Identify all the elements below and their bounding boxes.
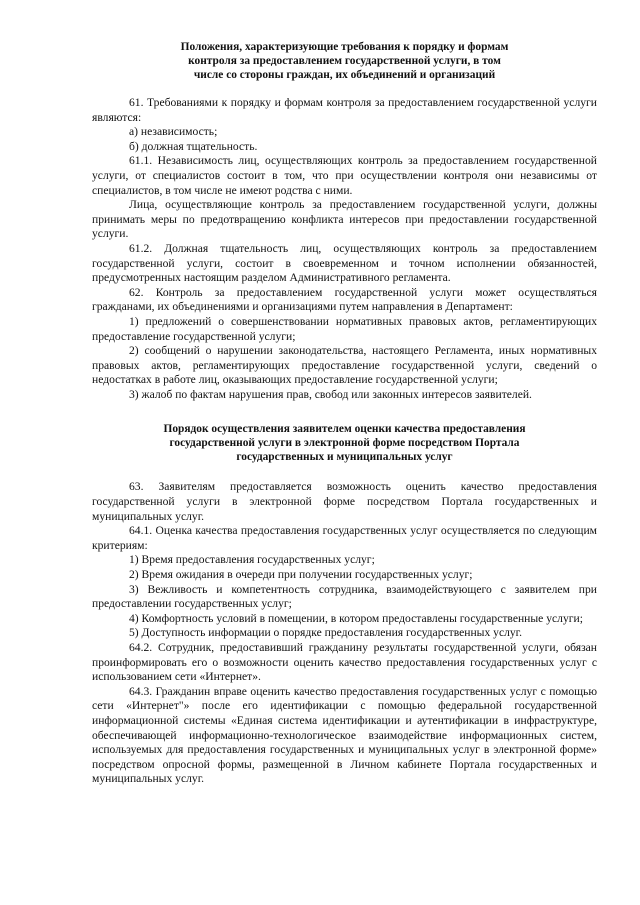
- heading-line: государственных и муниципальных услуг: [236, 451, 453, 464]
- list-item: 2) сообщений о нарушении законодательства, настоящего Регламента, иных нормативных правовых актов, регламентирующих предоставление государственной услуги, сведений о недостатках в работе лиц, оказывающих предоставление государственной услуги;: [92, 344, 597, 387]
- section-heading-control: [92, 40, 597, 82]
- heading-line: контроля за предоставлением государственной услуги, в том: [188, 55, 501, 67]
- list-item: 2) Время ожидания в очереди при получении государственных услуг;: [129, 568, 473, 582]
- heading-line: числе со стороны граждан, их объединений и организаций: [193, 69, 496, 81]
- paragraph: 61.2. Должная тщательность лиц, осуществляющих контроль за предоставлением государственной услуги, состоит в своевременном и точном исполнении обязанностей, предусмотренных настоящим разделом Административного регламента.: [92, 241, 597, 285]
- list-item: 3) Вежливость и компетентность сотрудника, взаимодействующего с заявителем при предоставлении государственных услуг;: [92, 582, 597, 611]
- section-heading-quality-assessment: [92, 422, 597, 464]
- list-item: 5) Доступность информации о порядке предоставления государственных услуг.: [129, 626, 523, 640]
- list-item: 3) жалоб по фактам нарушения прав, свобод или законных интересов заявителей.: [129, 387, 532, 401]
- paragraph: Лица, осуществляющие контроль за предоставлением государственной услуги, должны принимать меры по предотвращению конфликта интересов при предоставлении государственной услуги.: [92, 198, 597, 241]
- list-item: 4) Комфортность условий в помещении, в котором предоставлены государственные услуги;: [129, 611, 583, 625]
- heading-line: Положения, характеризующие требования к порядку и формам: [180, 41, 509, 53]
- list-item: 1) предложений о совершенствовании нормативных правовых актов, регламентирующих предоставление государственной услуги;: [92, 314, 597, 343]
- list-item: б) должная тщательность.: [129, 139, 258, 153]
- paragraph: 64.3. Гражданин вправе оценить качество предоставления государственных услуг с помощью сети «Интернет"» после его идентификации с помощью федеральной государственной информационной системы «Единая система идентификации и аутентификации в инфраструктуре, обеспечивающей информационно-технологическое взаимодействие информационных систем, используемых для предоставления государственных и муниципальных услуг в электронной форме» посредством опросной формы, размещенной в Личном кабинете Портала государственных и муниципальных услуг.: [92, 684, 597, 786]
- paragraph: 63. Заявителям предоставляется возможность оценить качество предоставления государственной услуги в электронной форме посредством Портала государственных и муниципальных услуг.: [92, 480, 597, 523]
- paragraph: 61. Требованиями к порядку и формам контроля за предоставлением государственной услуги являются:: [92, 96, 597, 124]
- section-body-control: [92, 96, 597, 402]
- section-body-quality-assessment: [92, 480, 597, 786]
- paragraph: 61.1. Независимость лиц, осуществляющих контроль за предоставлением государственной услуги, от специалистов состоит в том, что при осуществлении контроля они независимы от специалистов, в том числе не имеют родства с ними.: [92, 154, 597, 197]
- heading-line: государственной услуги в электронной форме посредством Портала: [169, 437, 520, 450]
- paragraph: 62. Контроль за предоставлением государственной услуги может осуществляться гражданами, их объединениями и организациями путем направления в Департамент:: [92, 285, 597, 314]
- paragraph: 64.1. Оценка качества предоставления государственных услуг осуществляется по следующим критериям:: [92, 524, 597, 552]
- list-item: а) независимость;: [129, 125, 218, 139]
- heading-line: Порядок осуществления заявителем оценки качества предоставления: [163, 423, 526, 436]
- list-item: 1) Время предоставления государственных услуг;: [129, 553, 375, 567]
- document-page: [92, 40, 597, 787]
- paragraph: 64.2. Сотрудник, предоставивший гражданину результаты государственной услуги, обязан проинформировать его о возможности оценить качество предоставления государственных услуг с использованием сети «Интернет».: [92, 641, 597, 684]
